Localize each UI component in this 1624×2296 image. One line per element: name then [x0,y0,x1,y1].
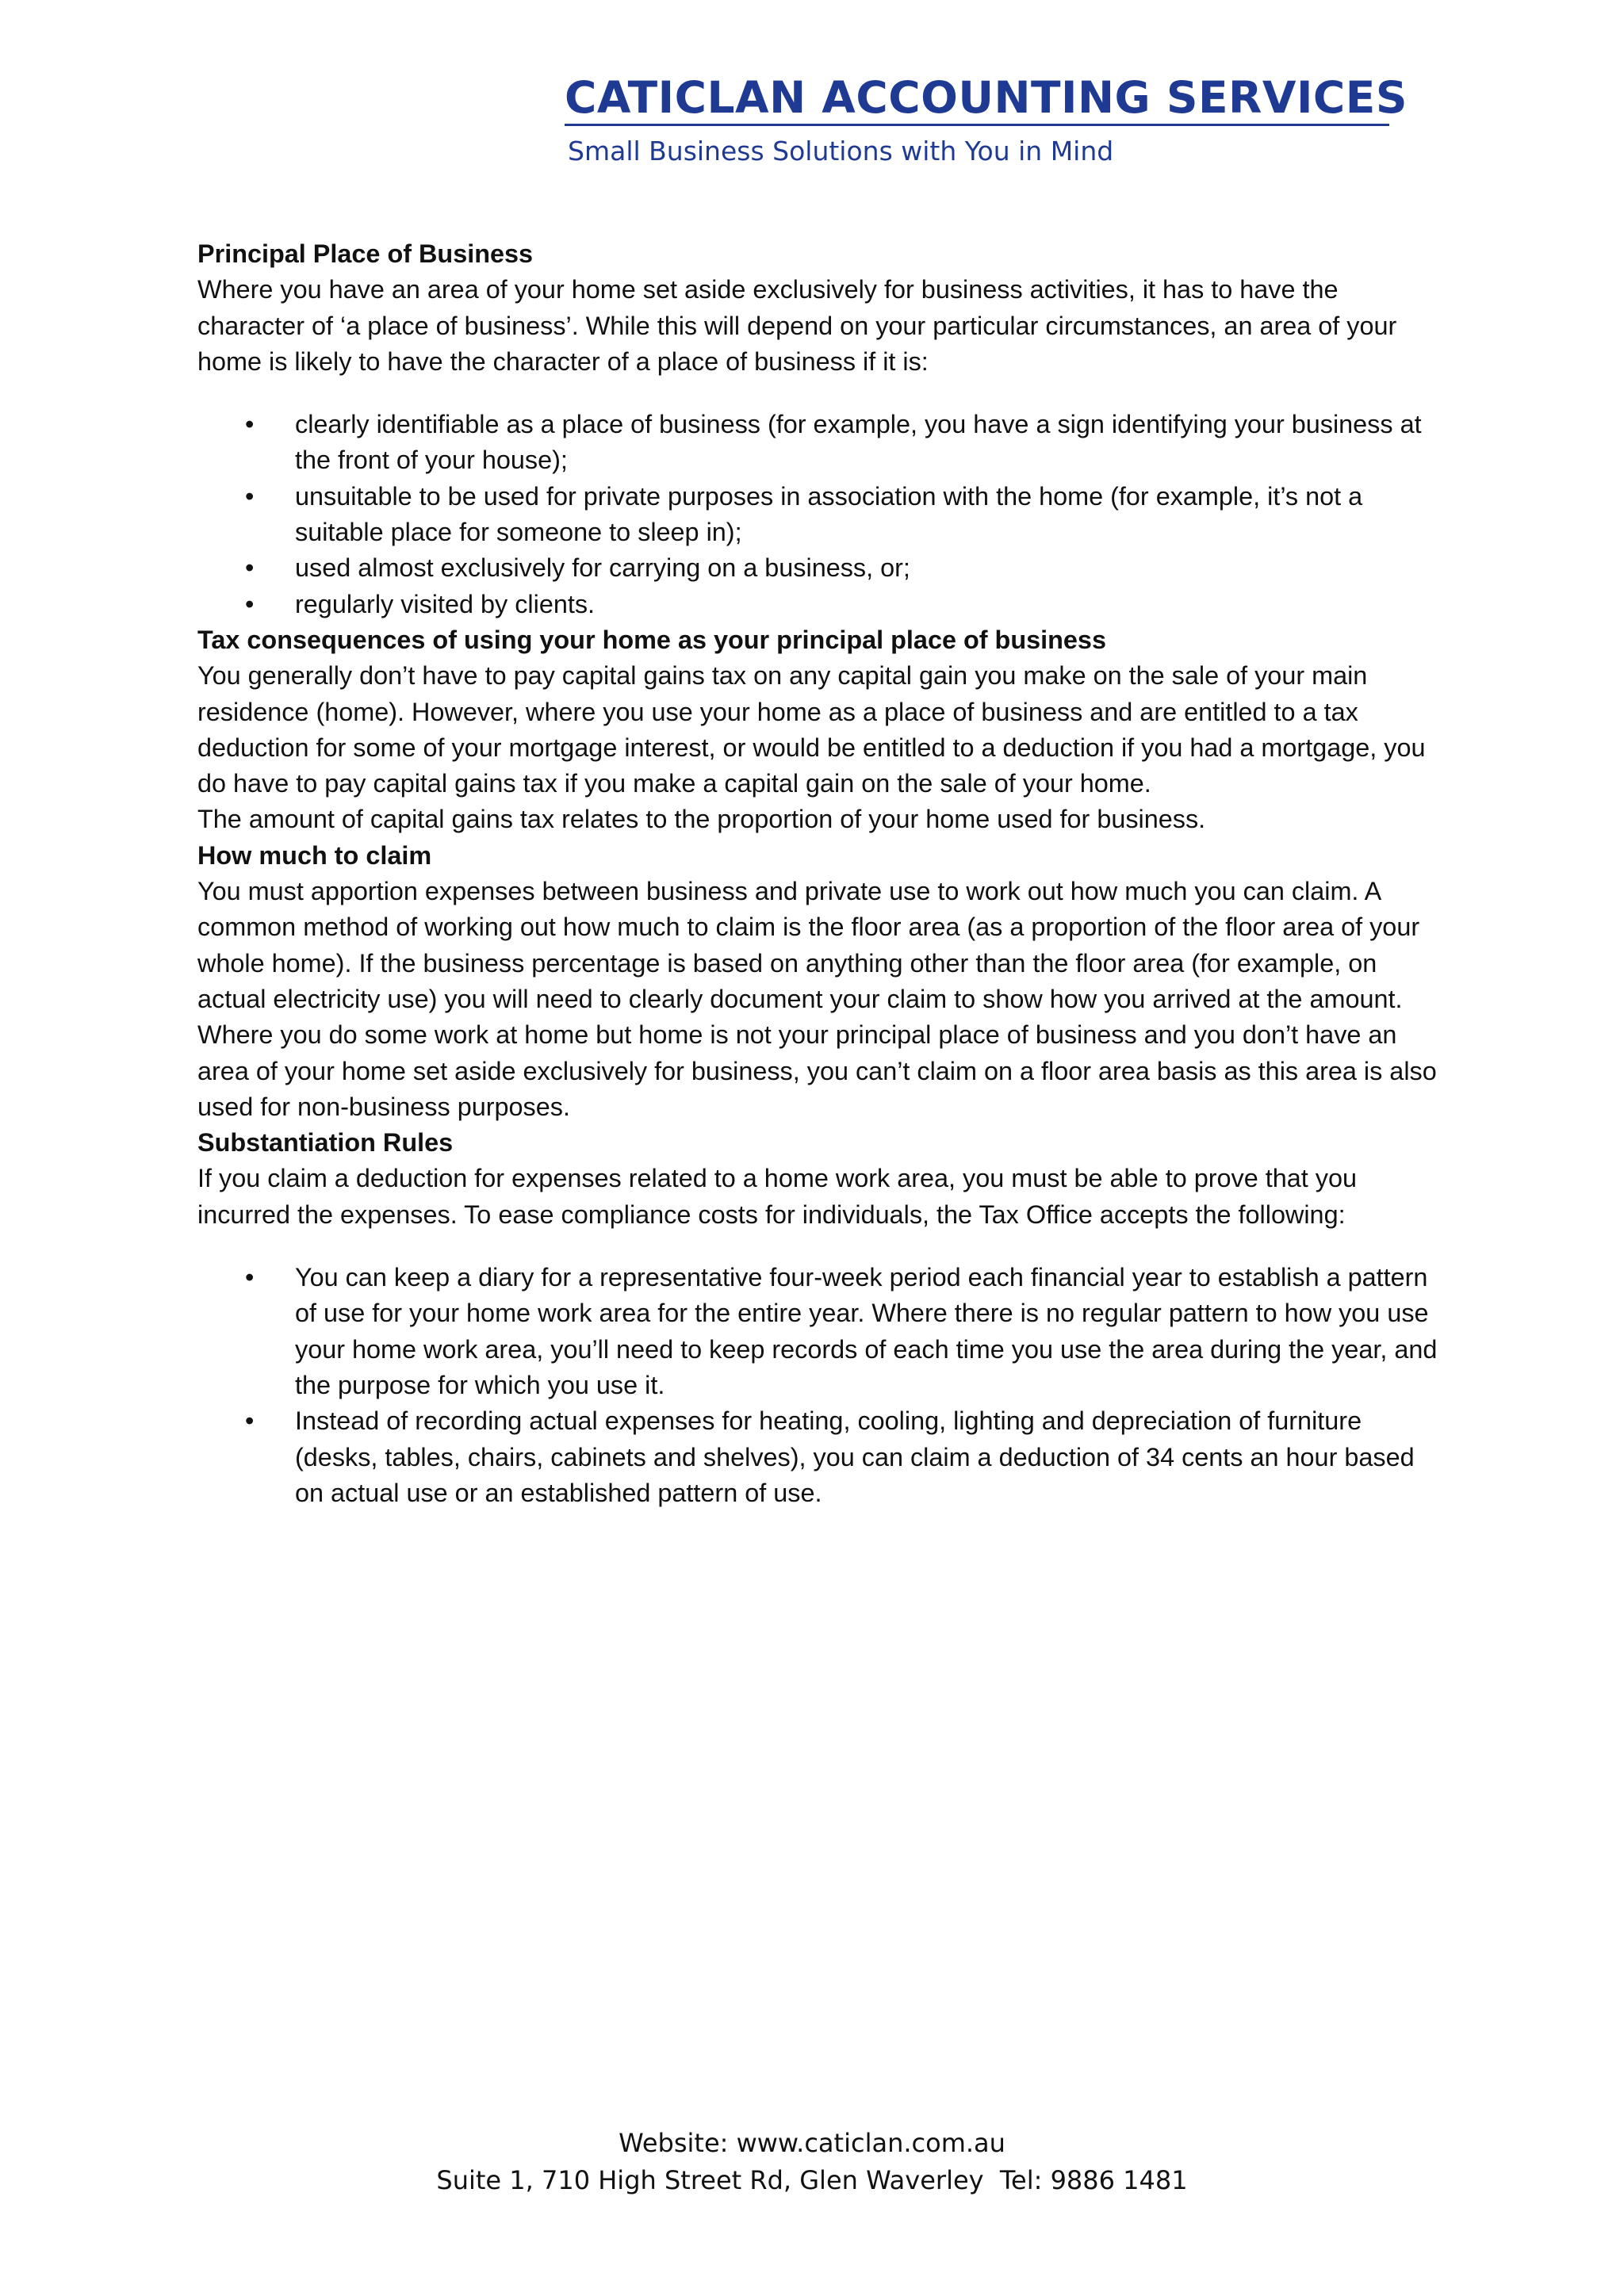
list-item-text: regularly visited by clients. [295,589,596,618]
company-tagline: Small Business Solutions with You in Mind [568,136,1114,166]
bullet-marker: • [245,410,255,439]
list-item [197,407,1442,479]
list-item [197,550,1442,586]
principal-bullet-list [197,407,1442,622]
heading-substantiation-rules: Substantiation Rules [197,1128,454,1158]
paragraph-claim-floor-area: Where you do some work at home but home is not your principal place of business and you don’t have an area of your home set aside exclusively for business, you can’t claim on a floor area basis as this area is also used for non-business purposes. [197,1020,1437,1121]
company-name: CATICLAN ACCOUNTING SERVICES [565,72,1408,123]
letterhead [565,72,1408,167]
substantiation-bullet-list [197,1260,1442,1511]
bullet-marker: • [245,553,255,583]
list-item-text: unsuitable to be used for private purposes in association with the home (for example, it’s not a suitable place for someone to sleep in); [295,481,1363,547]
bullet-marker: • [245,481,255,511]
footer-address: Suite 1, 710 High Street Rd, Glen Waverley Tel: 9886 1481 [436,2165,1188,2195]
company-name-underline [565,124,1389,126]
list-item-text: You can keep a diary for a representative four-week period each financial year to establish a pattern of use for your home work area for the entire year. Where there is no regular pattern to how you use your home work area, you’ll need to keep records of each time you use the area during the year, and the purpose for which you use it. [295,1263,1438,1399]
paragraph-claim-body: You must apportion expenses between business and private use to work out how much you can claim. A common method of working out how much to claim is the floor area (as a proportion of the floor area of your whole home). If the business percentage is based on anything other than the floor area (for example, on actual electricity use) you will need to clearly document your claim to show how you arrived at the amount. [197,877,1420,1013]
list-item [197,1403,1442,1511]
list-item [197,587,1442,622]
heading-principal-place: Principal Place of Business [197,239,534,268]
bullet-marker: • [245,1406,255,1436]
heading-tax-consequences: Tax consequences of using your home as your principal place of business [197,625,1106,654]
list-item-text: used almost exclusively for carrying on a business, or; [295,553,910,583]
paragraph-tax-proportion: The amount of capital gains tax relates to the proportion of your home used for business. [197,805,1206,834]
paragraph-principal-intro: Where you have an area of your home set aside exclusively for business activities, it has to have the character of ‘a place of business’. While this will depend on your particular circumstances, an area of your home is likely to have the character of a place of business if it is: [197,275,1397,376]
bullet-marker: • [245,1263,255,1292]
heading-how-much-to-claim: How much to claim [197,840,432,870]
list-item-text: Instead of recording actual expenses for heating, cooling, lighting and depreciation of furniture (desks, tables, chairs, cabinets and shelves), you can claim a deduction of 34 cents an hour based on actual use or an established pattern of use. [295,1406,1415,1507]
bullet-marker: • [245,589,255,618]
footer-website: Website: www.caticlan.com.au [619,2128,1005,2158]
paragraph-tax-body: You generally don’t have to pay capital gains tax on any capital gain you make on the sale of your main residence (home). However, where you use your home as a place of business and are entitled to a tax deduction for some of your mortgage interest, or would be entitled to a deduction if you had a mortgage, you do have to pay capital gains tax if you make a capital gain on the sale of your home. [197,661,1426,798]
list-item [197,1260,1442,1403]
list-item [197,479,1442,551]
paragraph-substantiation-intro: If you claim a deduction for expenses related to a home work area, you must be able to prove that you incurred the expenses. To ease compliance costs for individuals, the Tax Office accepts the following: [197,1164,1358,1229]
document-body [197,236,1442,1511]
page-footer [0,2125,1624,2199]
list-item-text: clearly identifiable as a place of business (for example, you have a sign identifying your business at the front of your house); [295,410,1422,475]
